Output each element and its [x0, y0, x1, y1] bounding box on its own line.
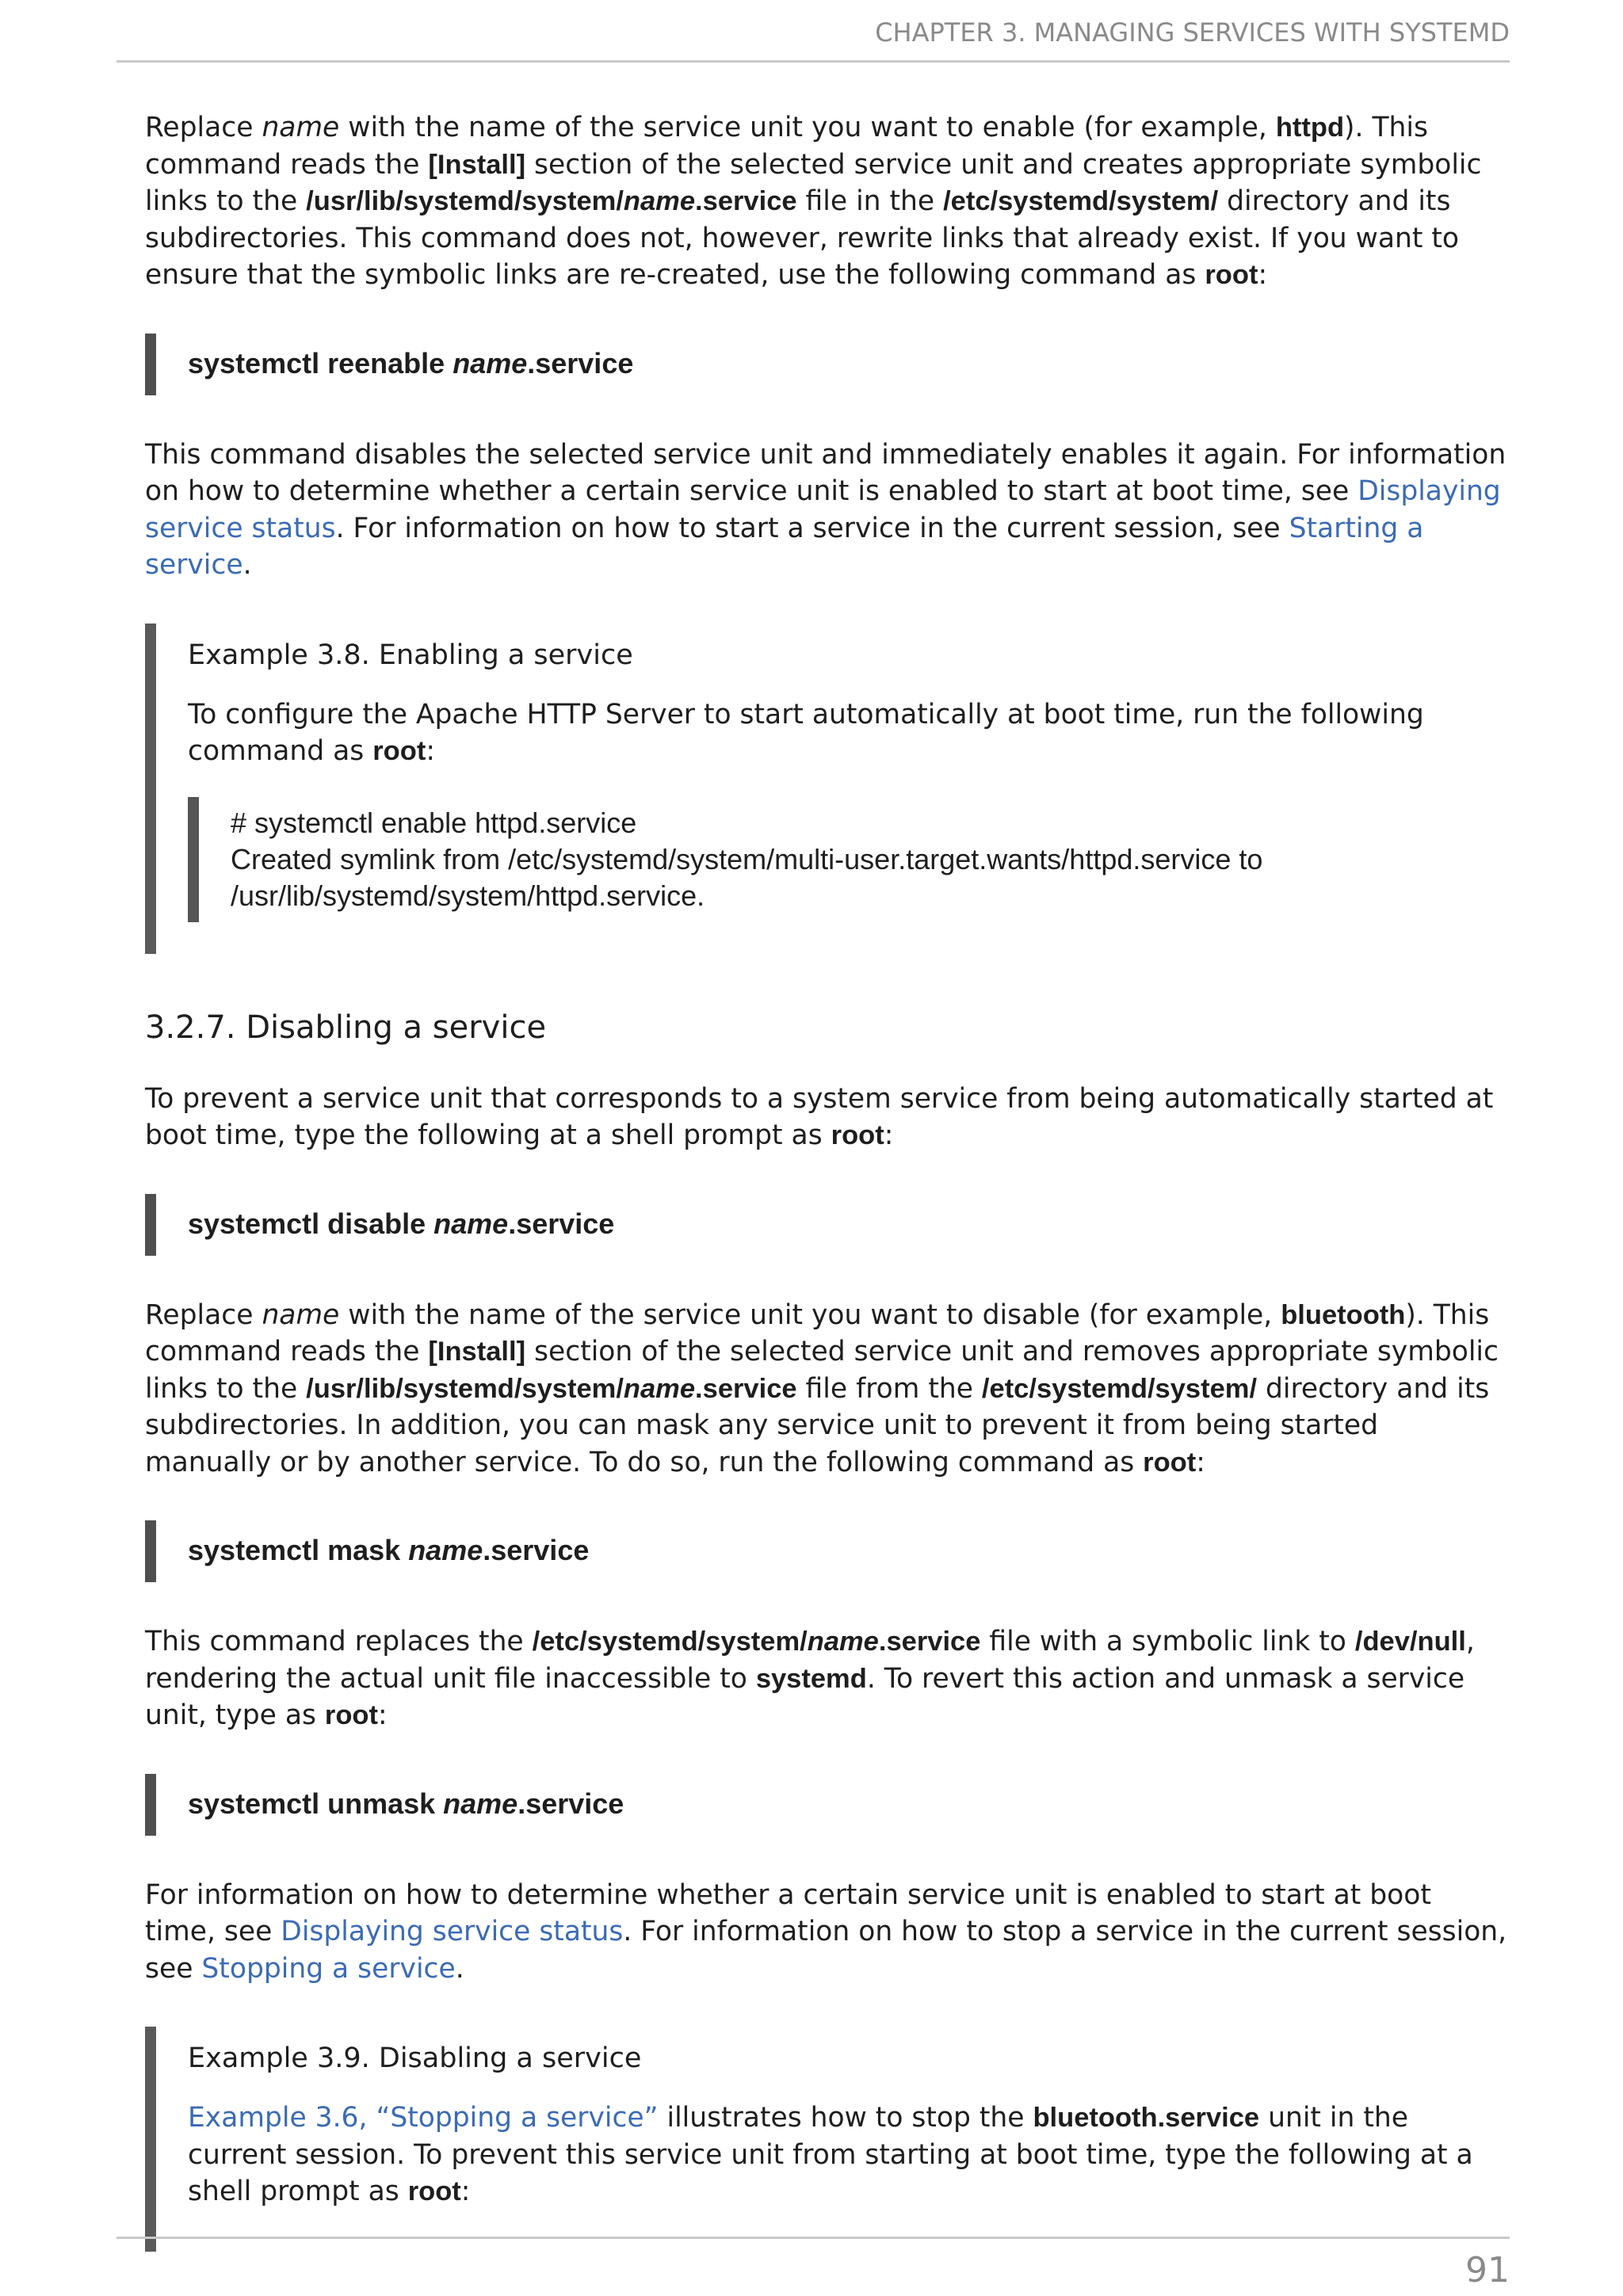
install-section-literal: [Install] — [428, 149, 526, 180]
text: Replace — [145, 112, 262, 143]
code-block-enable: # systemctl enable httpd.service Created symlink from /etc/systemd/system/multi-user.target.wants/httpd.service to /usr/lib/systemd/system/httpd.service. — [188, 797, 1510, 922]
install-section-literal: [Install] — [428, 1337, 526, 1367]
paragraph-reenable-description — [145, 437, 1510, 584]
command-mask: systemctl mask name.service — [145, 1520, 1510, 1582]
example-title: Example 3.8. Enabling a service — [188, 639, 633, 671]
text: directory and its subdirectories. This command does not, however, rewrite links that already exist. If you want to ensure that the symbolic links are re-created, use the following command as — [145, 185, 1459, 291]
etc-path: /etc/systemd/system/ — [981, 1373, 1258, 1404]
example-title: Example 3.9. Disabling a service — [188, 2042, 642, 2074]
paragraph-mask-description: This command replaces the /etc/systemd/system/name.service file with a symbolic link to /dev/null, rendering the actual unit file inaccessible to systemd. To revert this action and unmask a service unit, type as root: — [145, 1626, 1475, 1731]
paragraph-disable-description: Replace name with the name of the service unit you want to disable (for example, bluetooth). This command reads the [Install] section of the selected service unit and removes appropriate symbolic links to the /usr/lib/systemd/system/name.service file from the /etc/systemd/system/ directory and its subdirectories. In addition, you can mask any service unit to prevent it from being started manually or by another service. To do so, run the following command as root: — [145, 1299, 1499, 1478]
unit-path: /usr/lib/systemd/system/name.service — [306, 186, 797, 216]
text: file in the — [796, 185, 944, 217]
link-starting-a-service[interactable]: Starting a service — [145, 512, 1424, 581]
example-text: To configure the Apache HTTP Server to start automatically at boot time, run the following command as root: — [188, 698, 1424, 767]
root-literal: root — [324, 1700, 378, 1730]
link-displaying-service-status[interactable]: Displaying service status — [145, 475, 1501, 544]
header-rule — [116, 60, 1510, 63]
page-content — [145, 109, 1510, 2293]
example-text: Example 3.6, “Stopping a service” illustrates how to stop the bluetooth.service unit in the current session. To prevent this service unit from starting at boot time, type the following at a shell prompt as root: — [188, 2102, 1473, 2207]
chapter-header: CHAPTER 3. MANAGING SERVICES WITH SYSTEMD — [875, 17, 1510, 48]
footer-rule — [116, 2237, 1510, 2239]
command-unmask: systemctl unmask name.service — [145, 1774, 1510, 1836]
paragraph-enable-description — [145, 109, 1510, 294]
example-3-8 — [145, 624, 1510, 954]
root-literal: root — [1205, 260, 1258, 290]
example-3-9 — [145, 2027, 1510, 2252]
link-example-3-6[interactable]: Example 3.6, “Stopping a service” — [188, 2102, 659, 2134]
link-displaying-service-status[interactable]: Displaying service status — [281, 1916, 624, 1947]
unit-path: /usr/lib/systemd/system/name.service — [306, 1373, 797, 1404]
paragraph-see-also: For information on how to determine whether a certain service unit is enabled to start at boot time, see Displaying service status. For information on how to stop a service in the current session, see Stopping a service. — [145, 1878, 1507, 1985]
httpd-literal: httpd — [1275, 113, 1345, 143]
root-literal: root — [372, 736, 426, 766]
unit-path: /etc/systemd/system/name.service — [532, 1627, 981, 1657]
name-placeholder: name — [262, 1299, 340, 1331]
text: with the name of the service unit you want to enable (for example, — [339, 112, 1276, 143]
link-stopping-a-service[interactable]: Stopping a service — [201, 1952, 456, 1985]
section-heading: 3.2.7. Disabling a service — [145, 1009, 547, 1046]
etc-path: /etc/systemd/system/ — [943, 186, 1219, 216]
root-literal: root — [831, 1120, 884, 1150]
text: : — [1258, 259, 1268, 291]
dev-null-literal: /dev/null — [1354, 1627, 1466, 1657]
command-disable: systemctl disable name.service — [145, 1194, 1510, 1256]
text: section of the selected service unit and creates appropriate symbolic links to the — [145, 148, 1482, 217]
root-literal: root — [1143, 1447, 1197, 1478]
bluetooth-service-literal: bluetooth.service — [1033, 2103, 1260, 2133]
text: ). This command reads the — [145, 112, 1428, 181]
paragraph-disable-intro: To prevent a service unit that corresponds to a system service from being automatically started at boot time, type the following at a shell prompt as root: — [145, 1082, 1494, 1151]
name-placeholder: name — [262, 112, 340, 143]
text: This command disables the selected service unit and immediately enables it again. For information on how to determine whether a certain service unit is enabled to start at boot time, see — [145, 438, 1507, 507]
page-number: 91 — [1465, 2250, 1510, 2290]
command-reenable: systemctl reenable name.service — [145, 334, 1510, 395]
text: . For information on how to start a service in the current session, see — [335, 512, 1289, 544]
bluetooth-literal: bluetooth — [1281, 1299, 1406, 1330]
text: . — [242, 549, 252, 581]
systemd-literal: systemd — [755, 1663, 867, 1694]
root-literal: root — [407, 2176, 461, 2206]
